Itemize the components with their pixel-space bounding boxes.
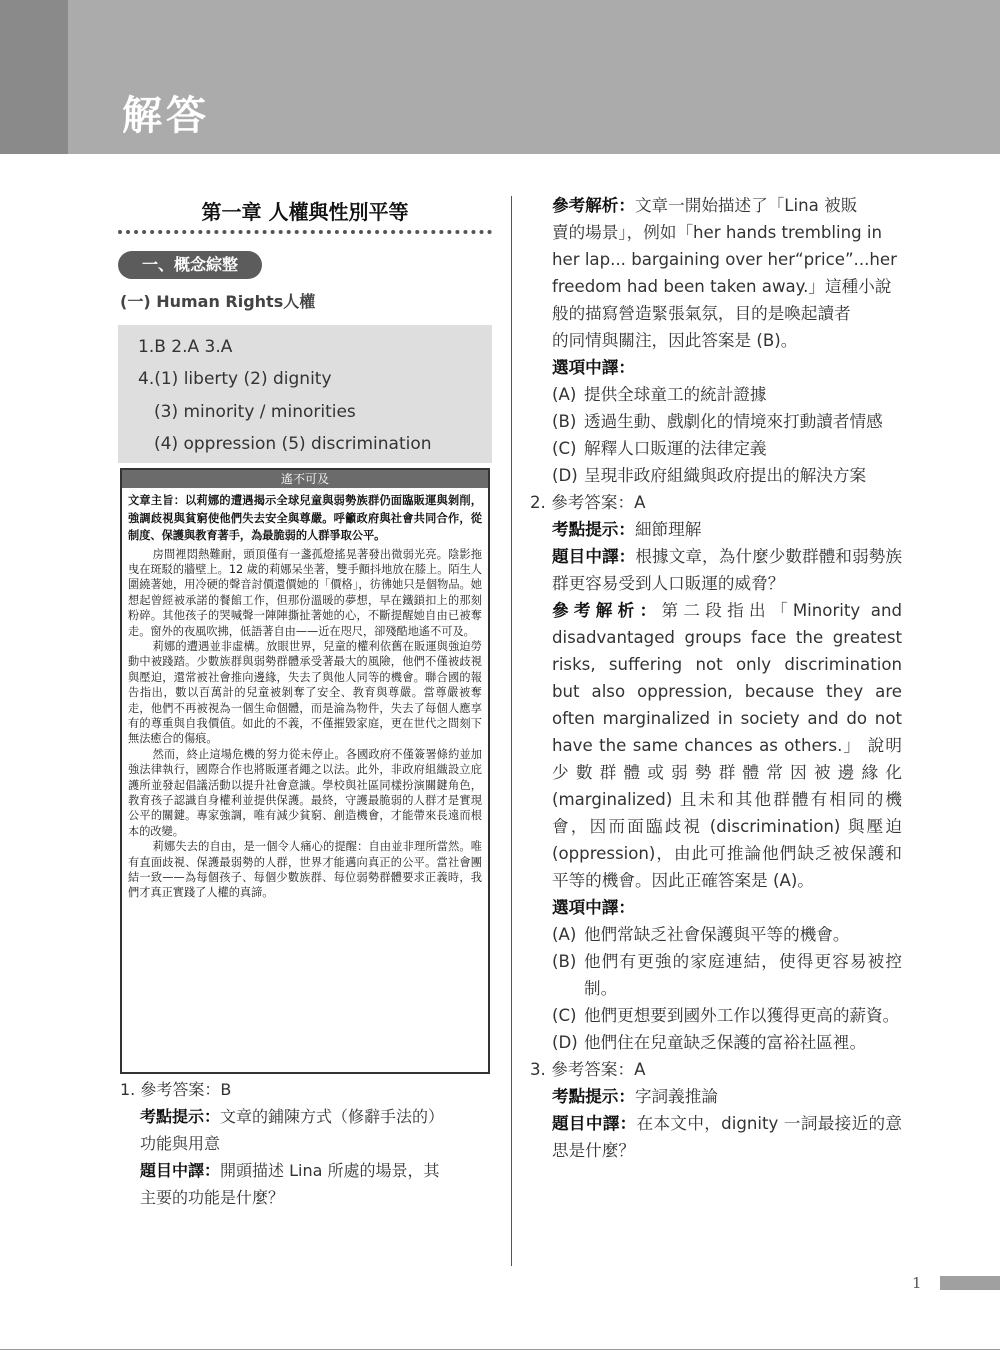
q2-trans-text: 根據文章，為什麼少數群體和弱勢族群更容易受到人口販運的威脅？ [552, 547, 903, 593]
q2-hint-text: 細節理解 [634, 520, 702, 539]
option-text: 他們常缺乏社會保護與平等的機會。 [584, 925, 850, 944]
answer-line-1: 1.B 2.A 3.A [138, 337, 233, 357]
article-translation-box [120, 468, 490, 1074]
q2-translation [530, 543, 902, 597]
q1-analysis-line [530, 192, 902, 219]
option-letter: (B) [552, 412, 577, 431]
page-tab-marker [940, 1276, 1000, 1290]
header-band [0, 0, 1000, 154]
q3-answer: 3. 參考答案：A [530, 1060, 646, 1079]
option-letter: (D) [552, 1033, 578, 1052]
option-letter: (D) [552, 466, 578, 485]
q1-hint-text: 文章的鋪陳方式（修辭手法的） [220, 1107, 445, 1126]
q1-analysis-line: 般的描寫營造緊張氣氛，目的是喚起讀者 [552, 304, 851, 323]
section-pill: 一、概念綜整 [118, 251, 262, 279]
q2-option [530, 948, 902, 1002]
q3-hint-text: 字詞義推論 [634, 1087, 718, 1106]
answer-line-2: 4.(1) liberty (2) dignity [138, 369, 332, 389]
q1-trans-cont: 主要的功能是什麼？ [140, 1188, 285, 1207]
q2-trans-label: 題目中譯： [552, 547, 636, 566]
q1-hint-label: 考點提示： [140, 1107, 221, 1126]
q2-option [530, 1002, 902, 1029]
answer-line-3: (3) minority / minorities [154, 402, 356, 422]
q1-analysis-label: 參考解析： [552, 196, 635, 215]
q1-option [530, 435, 902, 462]
q1-trans-label: 題目中譯： [140, 1161, 221, 1180]
bottom-rule [0, 1349, 1000, 1350]
q1-answer: 1. 參考答案：B [120, 1080, 232, 1099]
q1-option [530, 408, 902, 435]
q3-trans-text: 在本文中，dignity 一詞最接近的意思是什麼？ [552, 1114, 903, 1160]
q2-analysis [530, 597, 902, 894]
q1-analysis-line: freedom had been taken away.」這種小說 [552, 277, 892, 296]
article-title: 遙不可及 [122, 470, 488, 488]
q3-hint [530, 1083, 902, 1110]
option-text: 提供全球童工的統計證據 [584, 385, 767, 404]
left-question-block [120, 1076, 492, 1211]
option-text: 他們更想要到國外工作以獲得更高的薪資。 [584, 1006, 900, 1025]
header-accent-block [0, 0, 68, 154]
q2-answer: 2. 參考答案：A [530, 493, 646, 512]
q2-option [530, 1029, 902, 1056]
article-paragraph: 莉娜失去的自由，是一個令人痛心的提醒：自由並非理所當然。唯有直面歧視、保護最弱勢的人群，世界才能邁向真正的公平。當社會團結一致——為每個孩子、每個少數族群、每位弱勢群體要求正義時，我們才真正實踐了人權的真諦。 [128, 840, 482, 900]
q2-analysis-label: 參考解析： [552, 601, 662, 620]
option-text: 透過生動、戲劇化的情境來打動讀者情感 [584, 412, 883, 431]
option-text: 他們住在兒童缺乏保護的富裕社區裡。 [584, 1033, 867, 1052]
article-thesis: 文章主旨：以莉娜的遭遇揭示全球兒童與弱勢族群仍面臨販運與剝削，強調歧視與貧窮使他們失去安全與尊嚴。呼籲政府與社會共同合作，從制度、保護與教育著手，為最脆弱的人群爭取公平。 [128, 494, 482, 542]
q2-hint-label: 考點提示： [552, 520, 635, 539]
q2-option [530, 921, 902, 948]
q2-options-label: 選項中譯： [552, 898, 635, 917]
article-paragraph: 莉娜的遭遇並非虛構。放眼世界，兒童的權利依舊在販運與強迫勞動中被踐踏。少數族群與弱勢群體承受著最大的風險，他們不僅被歧視與壓迫，還常被社會推向邊緣，失去了與他人同等的機會。聯合國的報告指出，數以百萬計的兒童被剝奪了安全、教育與尊嚴。當尊嚴被奪走，他們不再被視為一個生命個體，而是淪為物件，失去了每個人應享有的尊重與自我價值。如此的不義，不僅摧毀家庭，更在世代之間刻下無法癒合的傷痕。 [128, 639, 482, 746]
q1-option [530, 462, 902, 489]
option-text: 他們有更強的家庭連結，使得更容易被控制。 [584, 952, 902, 998]
option-letter: (C) [552, 439, 577, 458]
q1-options-label: 選項中譯： [552, 358, 635, 377]
option-letter: (C) [552, 1006, 577, 1025]
q1-analysis-line: 的同情與關注，因此答案是 (B)。 [552, 331, 798, 350]
dotted-divider [118, 230, 492, 234]
answer-line-4: (4) oppression (5) discrimination [154, 434, 432, 454]
column-divider [511, 196, 512, 1266]
chapter-title: 第一章 人權與性別平等 [201, 200, 409, 224]
q2-hint [530, 516, 902, 543]
page-number: 1 [912, 1274, 922, 1292]
q3-hint-label: 考點提示： [552, 1087, 635, 1106]
option-letter: (A) [552, 385, 577, 404]
article-paragraph: 房間裡悶熱難耐，頭頂僅有一盞孤燈搖晃著發出微弱光亮。陰影拖曳在斑駁的牆壁上。12 歲的莉娜呆坐著，雙手顫抖地放在膝上。陌生人圍繞著她，用冷硬的聲音討價還價她的「價格」，彷彿她只是個物品。她想起曾經被承諾的餐館工作，但那份溫暖的夢想，早在鐵鎖扣上的那刻粉碎。其他孩子的哭喊聲一陣陣撕扯著她的心，不斷提醒她自由已被奪走。窗外的夜風吹拂，低語著自由——近在咫尺，卻殘酷地遙不可及。 [128, 547, 482, 638]
q1-hint [120, 1103, 492, 1130]
q1-trans-text: 開頭描述 Lina 所處的場景，其 [220, 1161, 440, 1180]
subsection-title: (一) Human Rights人權 [120, 292, 316, 311]
q1-option [530, 381, 902, 408]
right-column [530, 192, 902, 1164]
option-letter: (A) [552, 925, 577, 944]
q1-analysis-text: 文章一開始描述了「Lina 被販 [634, 196, 858, 215]
article-paragraph: 然而，終止這場危機的努力從未停止。各國政府不僅簽署條約並加強法律執行，國際合作也將販運者繩之以法。此外，非政府組織設立庇護所並發起倡議活動以提升社會意識。學校與社區同樣扮演關鍵角色，教育孩子認識自身權利並提供保護。最終，守護最脆弱的人群才是實現公平的關鍵。專家強調，唯有減少貧窮、創造機會，才能帶來長遠而根本的改變。 [128, 747, 482, 838]
option-letter: (B) [552, 952, 577, 971]
q3-translation [530, 1110, 902, 1164]
q1-translation [120, 1157, 492, 1184]
q3-trans-label: 題目中譯： [552, 1114, 637, 1133]
q1-hint-cont: 功能與用意 [140, 1134, 221, 1153]
option-text: 解釋人口販運的法律定義 [584, 439, 767, 458]
page-title: 解答 [122, 93, 210, 139]
article-body [122, 545, 488, 901]
q2-analysis-text: 第二段指出「Minority and disadvantaged groups face the greatest risks, suffering not only discrimination but also oppression, because they are often marginalized in society and do not have the same chances as others.」 說明少數群體或弱勢群體常因被邊緣化 (marginalized) 且未和其他群體有相同的機會，因而面臨歧視 (discrimination) 與壓迫 (oppression)，由此可推論他們缺乏被保護和平等的機會。因此正確答案是 (A)。 [552, 601, 903, 890]
q1-analysis-line: her lap... bargaining over her“price”...her [552, 250, 897, 269]
answer-box [118, 325, 492, 463]
option-text: 呈現非政府組織與政府提出的解決方案 [584, 466, 867, 485]
q1-analysis-line: 賣的場景」，例如「her hands trembling in [552, 223, 883, 242]
